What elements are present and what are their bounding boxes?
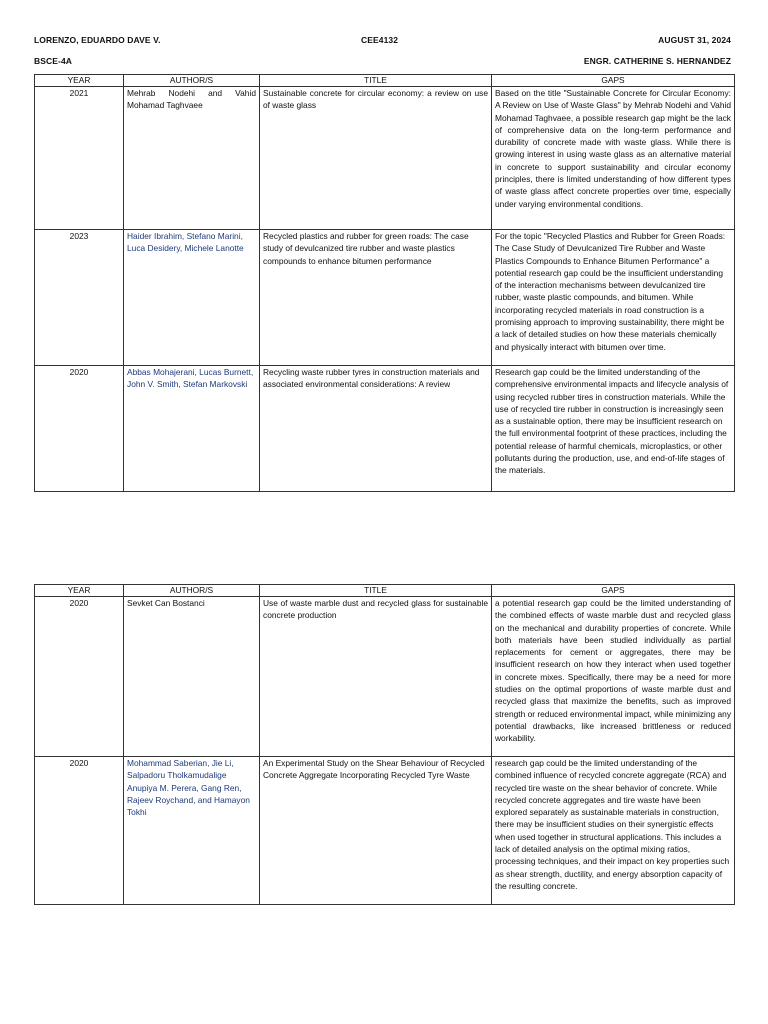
gaps-cell: Research gap could be the limited understanding of the comprehensive environmental impacts and lifecycle analysis of using recycled rubber tires in construction materials. While the use of recycled tire rubber in construction is increasingly seen as a sustainable option, there may be insufficient research on the full environmental footprint of these practices, including the potential release of harmful chemicals, microplastics, or other pollutants during the production, use, and end-of-life stages of the materials. [492, 366, 735, 492]
column-header-title: TITLE [260, 75, 492, 87]
title-cell: Recycled plastics and rubber for green roads: The case study of devulcanized tire rubber and waste plastics compounds to enhance bitumen performance [260, 230, 492, 366]
gaps-cell: For the topic "Recycled Plastics and Rubber for Green Roads: The Case Study of Devulcanized Tire Rubber and Waste Plastics Compounds to Enhance Bitumen Performance" a potential research gap could be the insufficient understanding of the interaction mechanisms between devulcanized tire rubber, waste plastic compounds, and bitumen. While incorporating recycled materials in road construction is a promising approach to improving sustainability, there might be a lack of detailed studies on how these materials chemically and physically interact with bitumen over time. [492, 230, 735, 366]
year-cell: 2020 [35, 597, 124, 757]
authors-cell: Haider Ibrahim, Stefano Marini, Luca Desidery, Michele Lanotte [124, 230, 260, 366]
column-header-title: TITLE [260, 585, 492, 597]
title-cell: Use of waste marble dust and recycled glass for sustainable concrete production [260, 597, 492, 757]
instructor-name: ENGR. CATHERINE S. HERNANDEZ [583, 56, 731, 66]
title-cell: Sustainable concrete for circular economy: a review on use of waste glass [260, 87, 492, 230]
table-row [35, 597, 735, 757]
course-code: CEE4132 [361, 35, 399, 45]
authors-cell: Abbas Mohajerani, Lucas Burnett, John V. Smith, Stefan Markovski [124, 366, 260, 492]
title-cell: An Experimental Study on the Shear Behaviour of Recycled Concrete Aggregate Incorporating Recycled Tyre Waste [260, 757, 492, 905]
authors-cell: Sevket Can Bostanci [124, 597, 260, 757]
submission-date: AUGUST 31, 2024 [658, 35, 731, 45]
gaps-cell: a potential research gap could be the limited understanding of the combined effects of waste marble dust and recycled glass on the mechanical and durability properties of concrete. While both materials have been studied individually as partial replacements for cement or aggregates, there may be insufficient research on how they interact when used together in concrete mixes. Specifically, there may be a need for more studies on the optimal proportions of waste marble dust and recycled glass that maximize the benefits, such as improved strength or reduced environmental impact, while minimizing any potential drawbacks, like increased brittleness or reduced workability. [492, 597, 735, 757]
authors-cell: Mohammad Saberian, Jie Li, Salpadoru Tholkamudalige Anupiya M. Perera, Gang Ren, Rajeev Roychand, and Hamayon Tokhi [124, 757, 260, 905]
authors-cell: Mehrab Nodehi and Vahid Mohamad Taghvaee [124, 87, 260, 230]
table-row [35, 230, 735, 366]
year-cell: 2020 [35, 366, 124, 492]
gaps-cell: Based on the title "Sustainable Concrete for Circular Economy: A Review on Use of Waste Glass" by Mehrab Nodehi and Vahid Mohamad Taghvaee, a possible research gap might be the lack of comprehensive data on the long-term performance and durability of concrete made with waste glass. While there is growing interest in using waste glass as an alternative material in concrete to support sustainability and circular economy principles, there is limited understanding of how different types of waste glass affect concrete properties over time, especially under varying environmental conditions. [492, 87, 735, 230]
table-row [35, 757, 735, 905]
student-name: LORENZO, EDUARDO DAVE V. [34, 35, 161, 45]
literature-table-2 [34, 584, 735, 905]
year-cell: 2023 [35, 230, 124, 366]
section: BSCE-4A [34, 56, 73, 66]
column-header-authors: AUTHOR/S [124, 75, 260, 87]
year-cell: 2021 [35, 87, 124, 230]
year-cell: 2020 [35, 757, 124, 905]
table-row [35, 87, 735, 230]
table-row [35, 366, 735, 492]
literature-table-1 [34, 74, 735, 492]
table-header-row [35, 75, 735, 87]
column-header-authors: AUTHOR/S [124, 585, 260, 597]
title-cell: Recycling waste rubber tyres in construction materials and associated environmental considerations: A review [260, 366, 492, 492]
gaps-cell: research gap could be the limited understanding of the combined influence of recycled concrete aggregate (RCA) and recycled tire waste on the shear behavior of concrete. While recycled concrete aggregates and tire waste have been explored separately as sustainable materials in construction, there may be insufficient studies on their synergistic effects when used together in structural applications. This includes a lack of detailed analysis on the optimal mixing ratios, processing techniques, and their impact on key properties such as shear strength, ductility, and energy absorption capacity of the resulting concrete. [492, 757, 735, 905]
column-header-year: YEAR [35, 585, 124, 597]
table-header-row [35, 585, 735, 597]
column-header-year: YEAR [35, 75, 124, 87]
column-header-gaps: GAPS [492, 585, 735, 597]
column-header-gaps: GAPS [492, 75, 735, 87]
